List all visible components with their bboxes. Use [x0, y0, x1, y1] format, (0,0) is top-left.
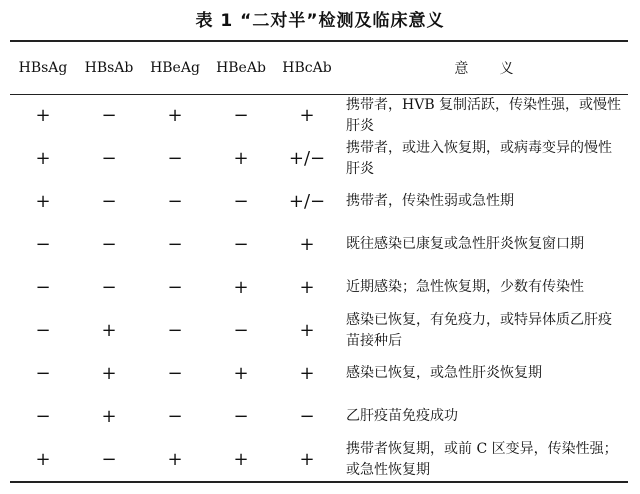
header-hbsab: HBsAb — [84, 60, 134, 76]
result-cell: + — [299, 277, 315, 298]
result-cell: +/− — [288, 191, 326, 212]
meaning-cell: 携带者，或进入恢复期，或病毒变异的慢性肝炎 — [346, 139, 612, 177]
result-cell: + — [233, 148, 249, 169]
result-cell: + — [101, 320, 117, 341]
table-caption: 表 1 “二对半”检测及临床意义 — [195, 11, 445, 31]
result-cell: − — [167, 277, 183, 298]
table-row — [10, 395, 628, 438]
result-cell: + — [233, 449, 249, 470]
result-cell: − — [233, 320, 249, 341]
meaning-cell: 感染已恢复，有免疫力，或特异体质乙肝疫苗接种后 — [346, 311, 612, 349]
result-cell: + — [299, 320, 315, 341]
result-cell: − — [167, 363, 183, 384]
result-cell: − — [233, 105, 249, 126]
result-cell: − — [35, 363, 51, 384]
marker-table — [10, 42, 628, 481]
result-cell: − — [35, 320, 51, 341]
table-row — [10, 223, 628, 266]
table-row — [10, 137, 628, 180]
result-cell: + — [35, 191, 51, 212]
result-cell: + — [35, 449, 51, 470]
table-row — [10, 438, 628, 481]
header-row — [10, 42, 628, 94]
meaning-cell: 乙肝疫苗免疫成功 — [346, 408, 458, 424]
result-cell: − — [233, 191, 249, 212]
result-cell: − — [101, 191, 117, 212]
result-cell: − — [233, 406, 249, 427]
meaning-cell: 感染已恢复，或急性肝炎恢复期 — [346, 365, 542, 381]
result-cell: − — [35, 406, 51, 427]
header-hbeab: HBeAb — [216, 60, 266, 76]
result-cell: + — [299, 363, 315, 384]
table-row — [10, 309, 628, 352]
header-hbeag: HBeAg — [150, 60, 200, 76]
result-cell: − — [35, 277, 51, 298]
result-cell: − — [167, 234, 183, 255]
result-cell: + — [35, 105, 51, 126]
bottom-rule — [10, 481, 628, 483]
result-cell: − — [167, 148, 183, 169]
meaning-cell: 近期感染；急性恢复期，少数有传染性 — [346, 279, 584, 295]
result-cell: − — [167, 320, 183, 341]
result-cell: − — [101, 277, 117, 298]
result-cell: + — [167, 105, 183, 126]
result-cell: − — [167, 406, 183, 427]
table-row — [10, 352, 628, 395]
table-row — [10, 266, 628, 309]
meaning-cell: 携带者，HVB 复制活跃，传染性强，或慢性肝炎 — [346, 96, 622, 134]
result-cell: − — [101, 234, 117, 255]
result-cell: − — [233, 234, 249, 255]
header-hbcab: HBcAb — [282, 60, 332, 76]
result-cell: +/− — [288, 148, 326, 169]
header-hbsag: HBsAg — [18, 60, 68, 76]
result-cell: − — [167, 191, 183, 212]
result-cell: − — [35, 234, 51, 255]
result-cell: + — [35, 148, 51, 169]
result-cell: + — [299, 449, 315, 470]
meaning-cell: 既往感染已康复或急性肝炎恢复窗口期 — [346, 236, 584, 252]
result-cell: + — [233, 277, 249, 298]
result-cell: − — [101, 449, 117, 470]
meaning-cell: 携带者，传染性弱或急性期 — [346, 193, 514, 209]
result-cell: + — [101, 406, 117, 427]
header-meaning: 意 义 — [454, 61, 514, 77]
meaning-cell: 携带者恢复期，或前 C 区变异，传染性强；或急性恢复期 — [346, 440, 618, 478]
result-cell: + — [101, 363, 117, 384]
result-cell: − — [101, 105, 117, 126]
result-cell: + — [167, 449, 183, 470]
result-cell: + — [299, 105, 315, 126]
result-cell: + — [233, 363, 249, 384]
result-cell: − — [101, 148, 117, 169]
result-cell: + — [299, 234, 315, 255]
table-row — [10, 180, 628, 223]
table-row — [10, 94, 628, 137]
result-cell: − — [299, 406, 315, 427]
